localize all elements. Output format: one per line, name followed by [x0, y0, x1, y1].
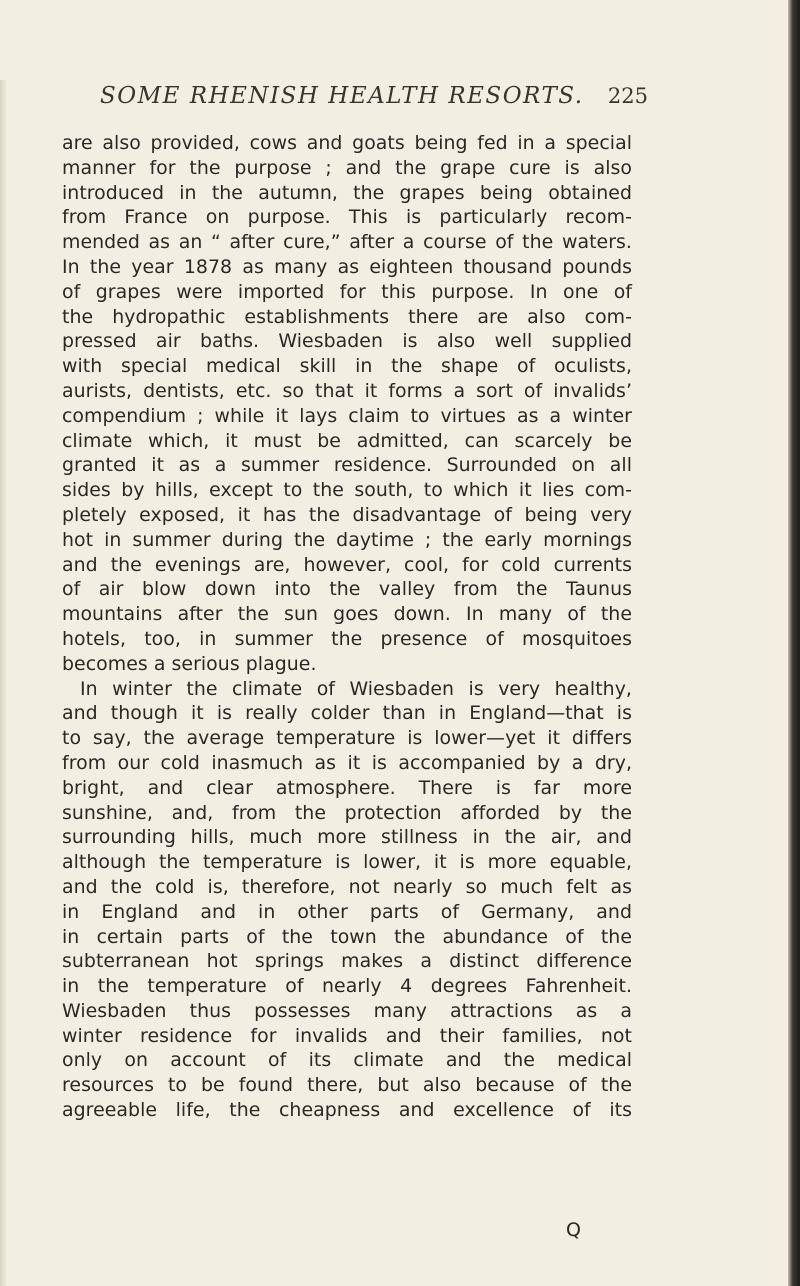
text-line: mended as an “ after cure,” after a course of the waters. [62, 231, 632, 254]
page-header [100, 83, 648, 123]
running-head: SOME RHENISH HEALTH RESORTS. [100, 83, 584, 109]
text-line: hot in summer during the daytime ; the early mornings [62, 528, 632, 551]
text-line: Wiesbaden thus possesses many attractions as a [62, 999, 632, 1022]
text-line: the hydropathic establishments there are also com- [62, 305, 632, 328]
text-line: although the temperature is lower, it is more equable, [62, 851, 632, 874]
body-text [62, 131, 632, 1123]
text-line: in England and in other parts of Germany, and [62, 900, 632, 923]
page-edge-binding [788, 0, 800, 1286]
text-line: pletely exposed, it has the disadvantage of being very [62, 503, 632, 526]
text-line: mountains after the sun goes down. In many of the [62, 603, 632, 626]
text-line: agreeable life, the cheapness and excellence of its [62, 1099, 632, 1122]
text-line: and the cold is, therefore, not nearly so much felt as [62, 875, 632, 898]
text-line: pressed air baths. Wiesbaden is also well supplied [62, 330, 632, 353]
text-line: In the year 1878 as many as eighteen thousand pounds [62, 255, 632, 278]
text-line: are also provided, cows and goats being fed in a special [62, 132, 632, 154]
text-line: with special medical skill in the shape of oculists, [62, 355, 632, 378]
text-line: resources to be found there, but also because of the [62, 1074, 632, 1097]
page-gutter-shadow [0, 80, 6, 1286]
text-line: to say, the average temperature is lower—yet it differs [62, 727, 632, 750]
signature-mark: Q [566, 1219, 581, 1241]
text-line: surrounding hills, much more stillness in the air, and [62, 826, 632, 849]
text-line: sunshine, and, from the protection afforded by the [62, 801, 632, 824]
text-line: aurists, dentists, etc. so that it forms a sort of invalids’ [62, 379, 632, 402]
text-line: and though it is really colder than in England—that is [62, 702, 632, 725]
text-line: introduced in the autumn, the grapes being obtained [62, 181, 632, 204]
text-line: from France on purpose. This is particularly recom- [62, 206, 632, 229]
text-line: only on account of its climate and the medical [62, 1049, 632, 1072]
paragraph-end-line: becomes a serious plague. [62, 652, 317, 675]
text-line: sides by hills, except to the south, to which it lies com- [62, 479, 632, 502]
text-line: of grapes were imported for this purpose. In one of [62, 280, 632, 303]
paragraph-start-line: In winter the climate of Wiesbaden is very healthy, [80, 677, 632, 700]
text-line: subterranean hot springs makes a distinct difference [62, 950, 632, 973]
text-line: from our cold inasmuch as it is accompanied by a dry, [62, 751, 632, 774]
text-line: in the temperature of nearly 4 degrees Fahrenheit. [62, 975, 632, 998]
text-line: compendium ; while it lays claim to virtues as a winter [62, 404, 632, 427]
text-line: hotels, too, in summer the presence of mosquitoes [62, 627, 632, 650]
page-number: 225 [607, 84, 648, 108]
text-line: in certain parts of the town the abundance of the [62, 925, 632, 948]
text-line: granted it as a summer residence. Surrounded on all [62, 454, 632, 477]
text-line: winter residence for invalids and their families, not [62, 1024, 632, 1047]
text-line: climate which, it must be admitted, can scarcely be [62, 429, 632, 452]
text-line: and the evenings are, however, cool, for cold currents [62, 553, 632, 576]
text-line: bright, and clear atmosphere. There is far more [62, 776, 632, 799]
text-line: manner for the purpose ; and the grape cure is also [62, 156, 632, 179]
text-line: of air blow down into the valley from the Taunus [62, 578, 632, 601]
